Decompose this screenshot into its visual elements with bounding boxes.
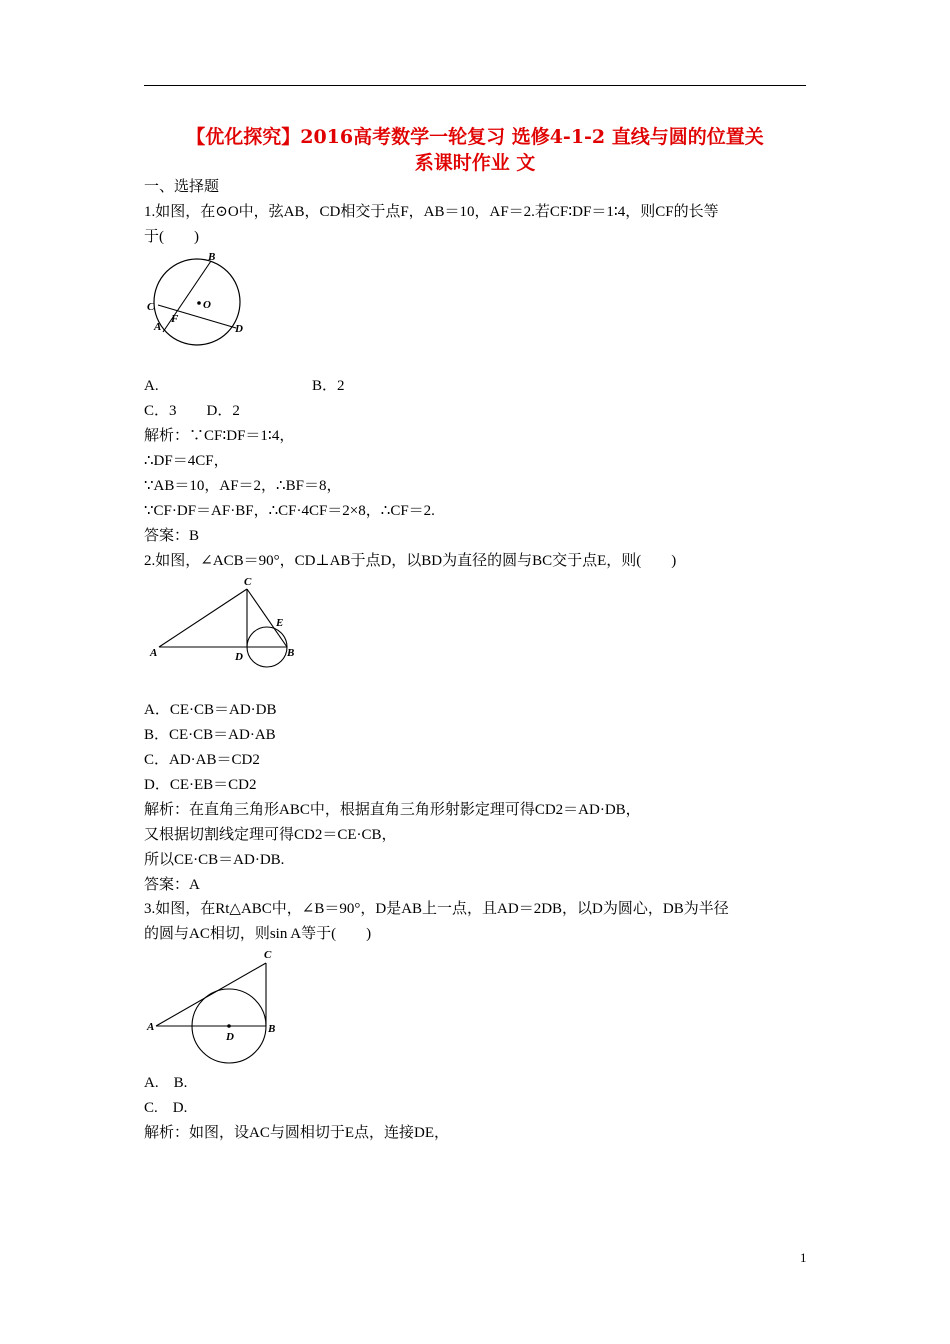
- q1-label-B: B: [208, 251, 216, 263]
- q1-figure-circle: [144, 248, 256, 348]
- q3-label-A: A: [147, 1021, 155, 1033]
- q1-answer: 答案：B: [144, 528, 200, 544]
- q2-option-d: D．CE·EB＝CD2: [144, 777, 257, 793]
- q1-stem-line2: 于( ): [144, 229, 199, 245]
- q1-solution-line4: ∵CF·DF＝AF·BF，∴CF·4CF＝2×8，∴CF＝2.: [144, 503, 435, 519]
- q2-solution-line2: 又根据切割线定理可得CD2＝CE·CB，: [144, 827, 397, 843]
- q3-options-a-b: A. B.: [144, 1075, 188, 1091]
- q2-label-A: A: [150, 647, 158, 659]
- q1-label-C: C: [147, 301, 155, 313]
- q1-stem-line1: 1.如图，在⊙O中，弦AB，CD相交于点F，AB＝10，AF＝2.若CF∶DF＝1∶4，则CF的长等: [144, 204, 719, 220]
- q2-label-D: D: [235, 651, 243, 663]
- q2-option-c: C．AD·AB＝CD2: [144, 752, 260, 768]
- q3-label-D: D: [226, 1031, 234, 1043]
- q2-label-C: C: [244, 576, 252, 588]
- page-number: 1: [800, 1250, 807, 1265]
- header-rule: [144, 85, 806, 86]
- q2-solution-line3: 所以CE·CB＝AD·DB.: [144, 852, 285, 868]
- q1-option-b: B．2: [312, 378, 345, 394]
- q2-label-B: B: [287, 647, 295, 659]
- q3-options-c-d: C. D.: [144, 1100, 188, 1116]
- q2-stem: 2.如图，∠ACB＝90°，CD⊥AB于点D，以BD为直径的圆与BC交于点E，则( ): [144, 553, 677, 569]
- q3-stem-line1: 3.如图，在Rt△ABC中，∠B＝90°，D是AB上一点，且AD＝2DB，以D为圆心，DB为半径: [144, 901, 729, 917]
- q1-options-c-d: C．3 D．2: [144, 403, 240, 419]
- q1-solution-line1: 解析：∵CF∶DF＝1∶4，: [144, 428, 295, 444]
- document-title-line1: 【优化探究】2016高考数学一轮复习 选修4-1-2 直线与圆的位置关: [186, 126, 764, 148]
- q2-figure-triangle: [144, 573, 304, 673]
- q1-label-F: F: [171, 313, 179, 325]
- q1-option-a: A.: [144, 378, 159, 394]
- q2-answer: 答案：A: [144, 877, 200, 893]
- q2-solution-line1: 解析：在直角三角形ABC中，根据直角三角形射影定理可得CD2＝AD·DB，: [144, 802, 641, 818]
- q2-option-b: B．CE·CB＝AD·AB: [144, 727, 276, 743]
- q3-label-C: C: [264, 949, 272, 961]
- q1-label-D: D: [235, 323, 243, 335]
- q2-label-E: E: [276, 617, 284, 629]
- q3-stem-line2: 的圆与AC相切，则sin A等于( ): [144, 926, 372, 942]
- q3-figure-triangle: [144, 944, 284, 1072]
- q1-solution-line3: ∵AB＝10，AF＝2，∴BF＝8，: [144, 478, 342, 494]
- q3-label-B: B: [268, 1023, 276, 1035]
- q1-label-O: O: [203, 299, 211, 311]
- q2-option-a: A．CE·CB＝AD·DB: [144, 702, 277, 718]
- q1-solution-line2: ∴DF＝4CF，: [144, 453, 229, 469]
- section-heading: 一、选择题: [144, 179, 220, 195]
- q3-solution: 解析：如图，设AC与圆相切于E点，连接DE，: [144, 1125, 449, 1141]
- q1-label-A: A: [154, 321, 162, 333]
- document-title-line2: 系课时作业 文: [414, 152, 536, 174]
